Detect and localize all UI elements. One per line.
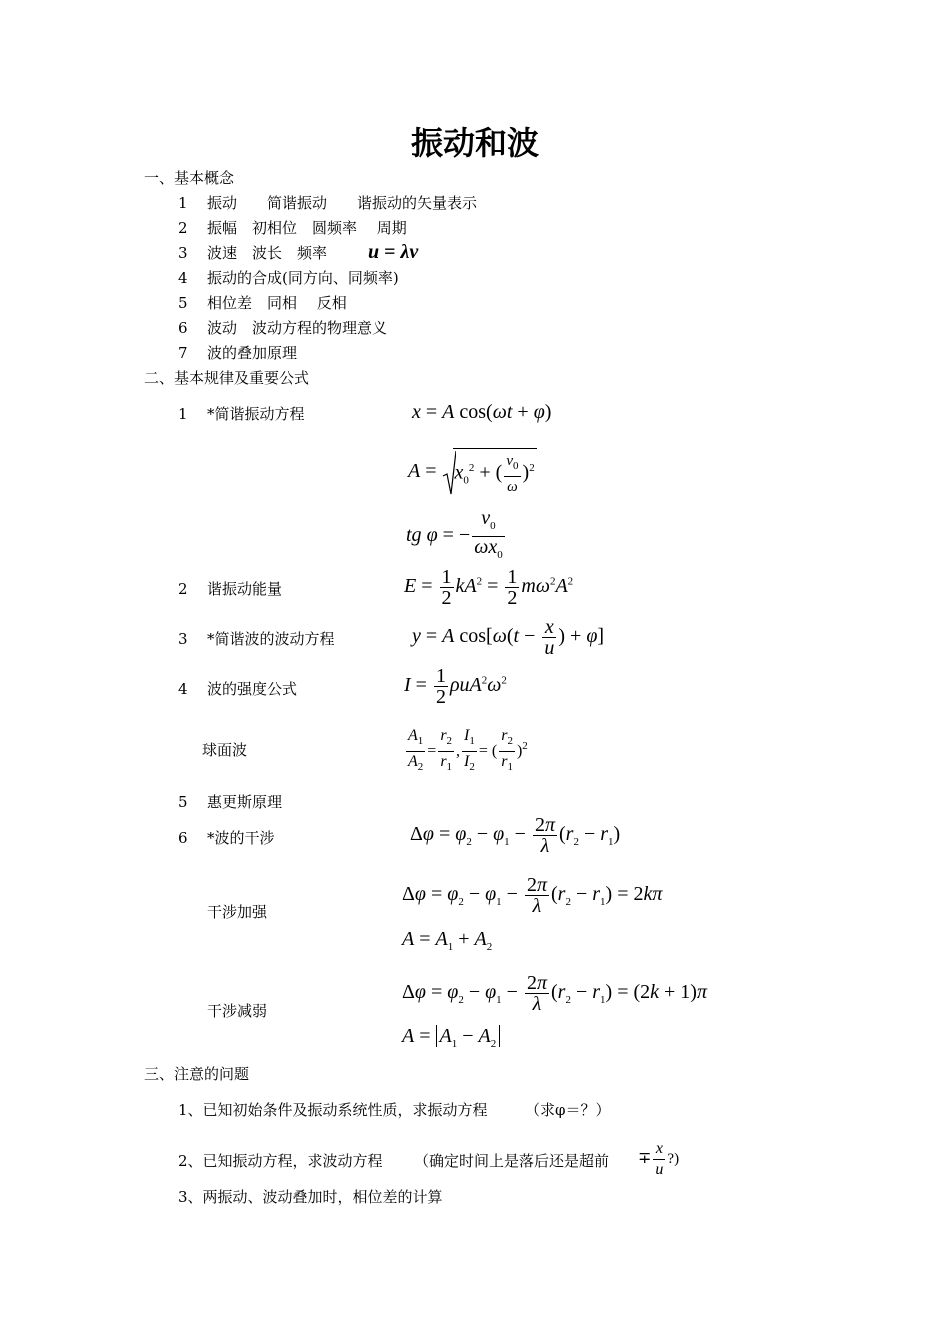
list-item-number: 6 — [178, 319, 188, 337]
formula-amplitude: $A = x_0^2$ + ( $\frac{v_0}{\omega}$ )$^2$ — [408, 448, 537, 497]
section2-heading: 二、基本规律及重要公式 — [144, 369, 310, 387]
formula-wave-equation: y = A cos[ω(t − $\frac{x}{u}$ ) + φ] — [412, 616, 605, 659]
list-item: *波的干涉 — [207, 829, 275, 847]
list-item: 振动的合成(同方向、同频率) — [207, 269, 399, 287]
list-item: 振幅 初相位 圆频率 周期 — [207, 219, 407, 237]
list-item-number: 2 — [178, 219, 188, 237]
list-item: 干涉减弱 — [207, 1002, 268, 1020]
formula-energy: E = $\frac{1}{2}$ $kA^2$ = $\frac{1}{2}$ $m\omega^2A^2$ — [404, 566, 574, 609]
list-item: 1、已知初始条件及振动系统性质，求振动方程 — [178, 1101, 488, 1119]
list-item-number: 7 — [178, 344, 188, 362]
list-item: 相位差 同相 反相 — [207, 294, 347, 312]
list-item-number: 3 — [178, 244, 188, 262]
list-item: 波动 波动方程的物理意义 — [207, 319, 388, 337]
list-item-number: 4 — [178, 680, 188, 698]
list-item-number: 6 — [178, 829, 188, 847]
formula-intensity: I = $\frac{1}{2}$ $\rho uA^2\omega^2$ — [404, 665, 507, 708]
formula-phase: tg φ = − $\frac{v_0}{\omega x_0}$ — [406, 507, 503, 561]
list-item-number: 3 — [178, 630, 188, 648]
list-item: 干涉加强 — [207, 903, 268, 921]
list-item: 波的强度公式 — [207, 680, 298, 698]
page-title: 振动和波 — [410, 124, 539, 162]
list-item: 振动 简谐振动 谐振动的矢量表示 — [207, 194, 478, 212]
list-item: 波速 波长 频率 — [207, 244, 328, 262]
list-item-number: 4 — [178, 269, 188, 287]
list-item-number: 2 — [178, 580, 188, 598]
formula-spherical-wave: $\frac{A_1}{A_2}$ = $\frac{r_2}{r_1}$ , $\frac{I_1}{I_2}$ = ( $\frac{r_2}{r_1}$ )$^2$ — [408, 727, 528, 774]
formula-wave-speed: u = λν — [368, 241, 419, 263]
section3-heading: 三、注意的问题 — [144, 1065, 250, 1083]
list-item: 惠更斯原理 — [207, 793, 283, 811]
formula-destructive-amplitude: $A = A_1 - A_2$ — [402, 1024, 500, 1056]
list-item: *简谐振动方程 — [207, 405, 305, 423]
list-item-note: （确定时间上是落后还是超前 — [414, 1152, 610, 1170]
list-item: 3、两振动、波动叠加时，相位差的计算 — [178, 1188, 443, 1206]
list-item: 球面波 — [202, 741, 248, 759]
list-item: 2、已知振动方程，求波动方程 — [178, 1152, 383, 1170]
list-item: 波的叠加原理 — [207, 344, 298, 362]
list-item-number: 1 — [178, 405, 188, 423]
formula-constructive: $\Delta\varphi = \varphi_2 - \varphi_1$ − $\frac{2\pi}{\lambda}$ $(r_2 - r_1) = 2k\pi$ — [402, 874, 663, 917]
list-item: 谐振动能量 — [207, 580, 283, 598]
list-item-note: （求φ＝？） — [525, 1101, 611, 1119]
list-item-number: 5 — [178, 793, 188, 811]
list-item-number: 1 — [178, 194, 188, 212]
formula-interference: $\Delta\varphi = \varphi_2 - \varphi_1$ − $\frac{2\pi}{\lambda}$ $(r_2 - r_1)$ — [410, 814, 621, 857]
formula-constructive-amplitude: $A = A_1 + A_2$ — [402, 928, 493, 953]
formula-shm: x = A cos(ωt + φ) — [412, 401, 552, 423]
formula-advance-lag: ∓ $\frac{x}{u}$ ?) — [638, 1140, 680, 1178]
list-item-number: 5 — [178, 294, 188, 312]
section1-heading: 一、基本概念 — [144, 169, 235, 187]
formula-destructive: $\Delta\varphi = \varphi_2 - \varphi_1$ − $\frac{2\pi}{\lambda}$ $(r_2 - r_1) = (2k + 1)\pi$ — [402, 972, 708, 1015]
list-item: *简谐波的波动方程 — [207, 630, 335, 648]
